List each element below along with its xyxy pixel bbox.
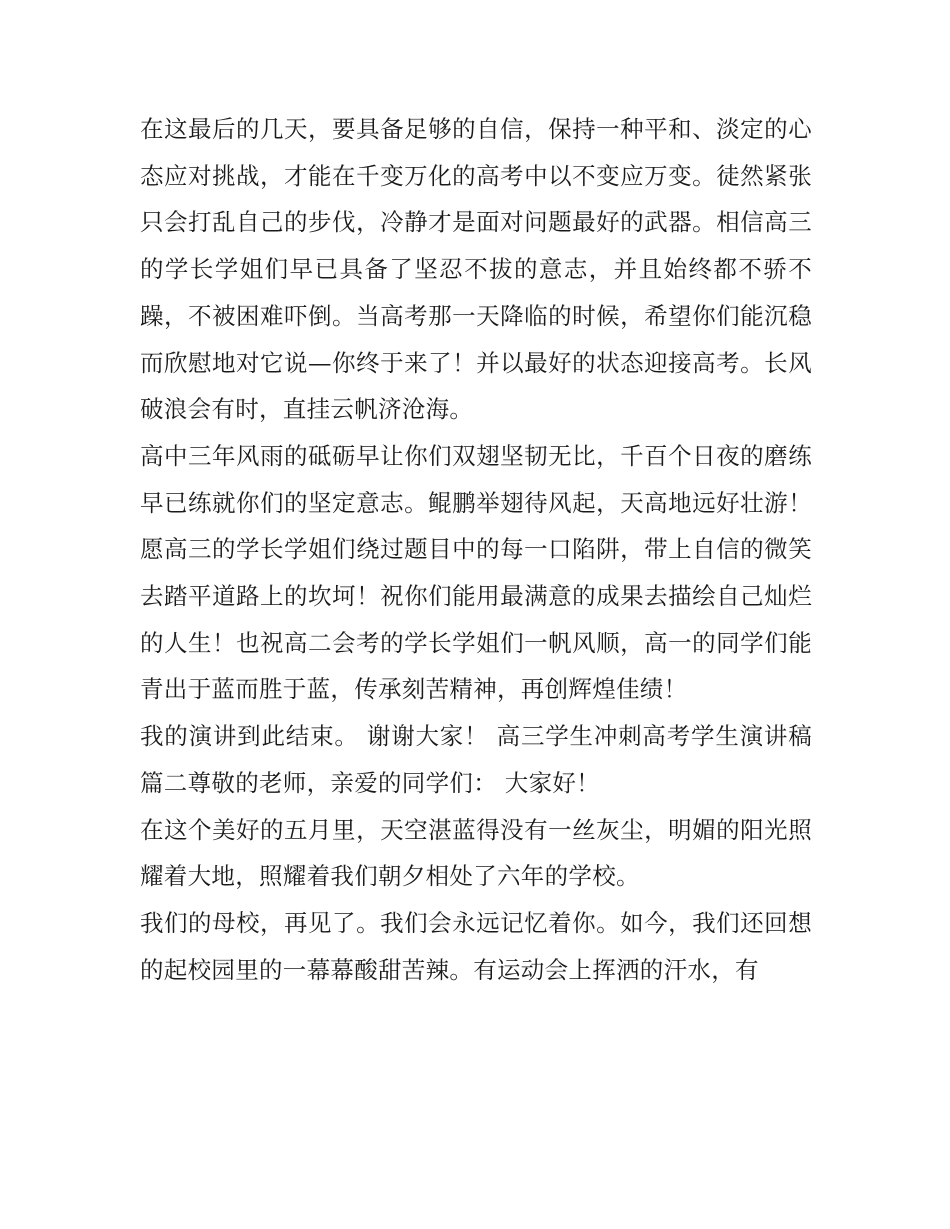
paragraph-2: 高中三年风雨的砥砺早让你们双翅坚韧无比，千百个日夜的磨练早已练就你们的坚定意志。鲲鹏举翅待风起，天高地远好壮游！愿高三的学长学姐们绕过题目中的每一口陷阱，带上自信的微笑去踏平道路上的坎坷！祝你们能用最满意的成果去描绘自己灿烂的人生！也祝高二会考的学长学姐们一帆风顺，高一的同学们能青出于蓝而胜于蓝，传承刻苦精神，再创辉煌佳绩！ <box>140 441 812 704</box>
paragraph-5: 我们的母校，再见了。我们会永远记忆着你。如今，我们还回想的起校园里的一幕幕酸甜苦辣。有运动会上挥洒的汗水，有 <box>140 908 812 984</box>
paragraph-1: 在这最后的几天，要具备足够的自信，保持一种平和、淡定的心态应对挑战，才能在千变万化的高考中以不变应万变。徒然紧张只会打乱自己的步伐，冷静才是面对问题最好的武器。相信高三的学长学姐们早已具备了坚忍不拔的意志，并且始终都不骄不躁，不被困难吓倒。当高考那一天降临的时候，希望你们能沉稳而欣慰地对它说—你终于来了！并以最好的状态迎接高考。长风破浪会有时，直挂云帆济沧海。 <box>140 115 812 424</box>
paragraph-3: 我的演讲到此结束。 谢谢大家！ 高三学生冲刺高考学生演讲稿篇二尊敬的老师，亲爱的同学们： 大家好！ <box>140 722 812 797</box>
paragraph-4: 在这个美好的五月里，天空湛蓝得没有一丝灰尘，明媚的阳光照耀着大地，照耀着我们朝夕相处了六年的学校。 <box>140 815 812 891</box>
document-body <box>140 106 812 993</box>
